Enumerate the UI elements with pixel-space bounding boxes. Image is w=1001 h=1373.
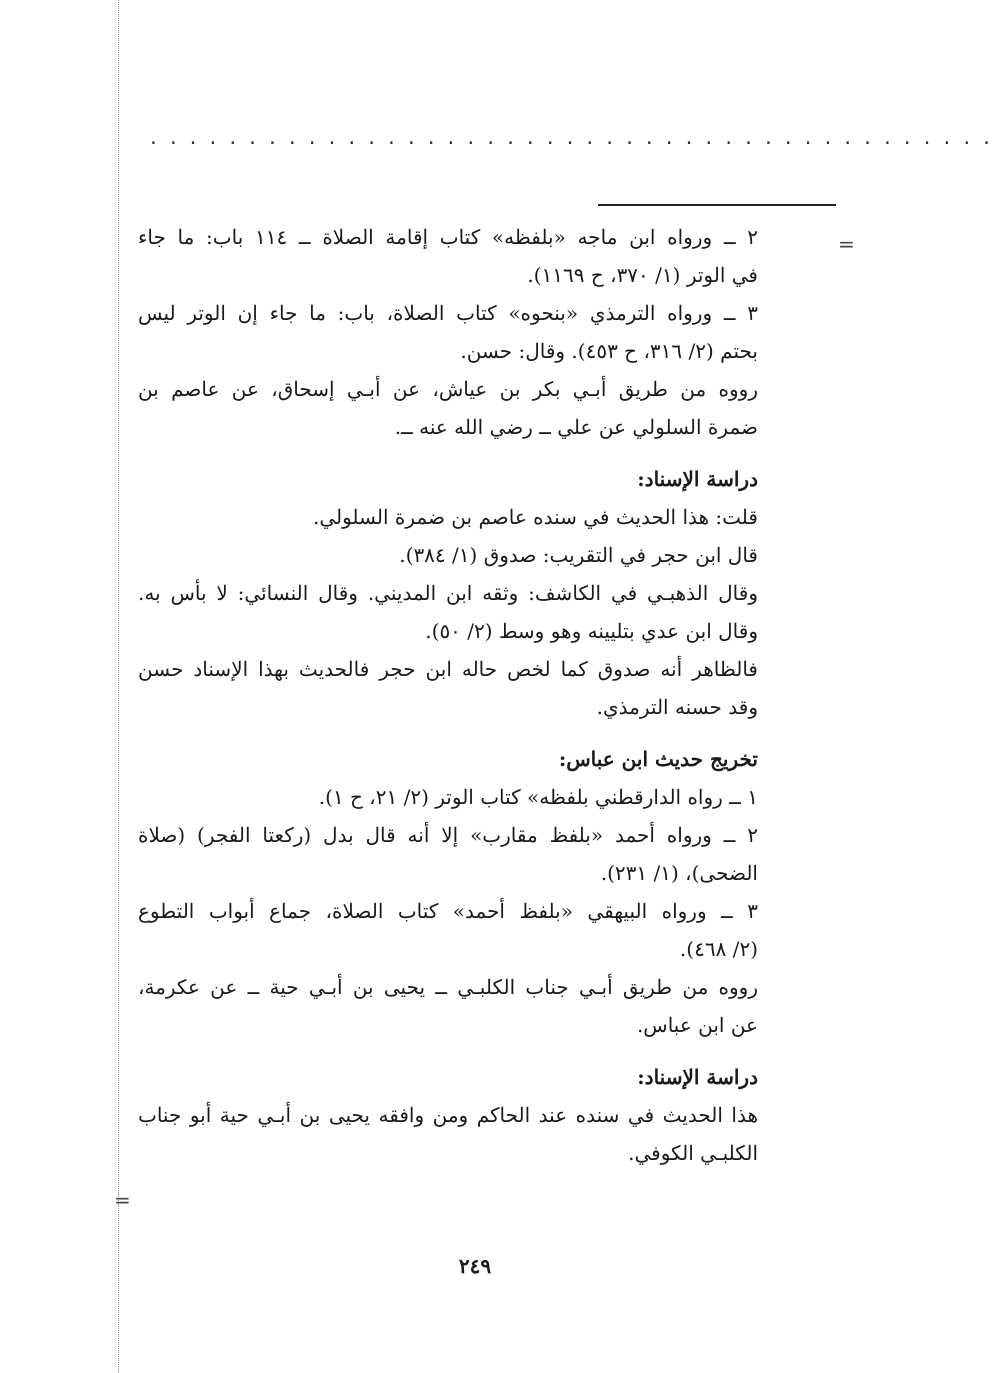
section-heading: تخريج حديث ابن عباس:: [558, 747, 758, 771]
body-line: الكلبـي الكوفي.: [628, 1141, 758, 1165]
footnote-line: ضمرة السلولي عن علي ــ رضي الله عنه ــ.: [394, 415, 758, 439]
page-number: ٢٤٩: [458, 1254, 492, 1278]
footnote-line: ٣ ــ ورواه الترمذي «بنحوه» كتاب الصلاة، باب: ما جاء إن الوتر ليس: [138, 301, 758, 325]
section-isnad-study-2: [138, 1058, 758, 1172]
body-line: وقد حسنه الترمذي.: [596, 695, 758, 719]
body-line: وقال ابن عدي بتليينه وهو وسط (٢/ ٥٠).: [425, 619, 758, 643]
footnote-line: ٢ ــ ورواه ابن ماجه «بلفظه» كتاب إقامة الصلاة ــ ١١٤ باب: ما جاء: [138, 225, 759, 249]
body-line: فالظاهر أنه صدوق كما لخص حاله ابن حجر فالحديث بهذا الإسناد حسن: [138, 657, 758, 681]
body-line: (٢/ ٤٦٨).: [679, 937, 758, 961]
binding-margin-line: [118, 0, 119, 1373]
section-heading: دراسة الإسناد:: [637, 1065, 758, 1089]
footnote-line: رووه من طريق أبـي بكر بن عياش، عن أبـي إسحاق، عن عاصم بن: [138, 377, 758, 401]
section-heading: دراسة الإسناد:: [637, 467, 758, 491]
footnotes-block: [138, 218, 758, 446]
dotted-separator: ...........................................: [148, 128, 1001, 149]
body-line: قال ابن حجر في التقريب: صدوق (١/ ٣٨٤).: [399, 543, 758, 567]
body-line: الضحى)، (١/ ٢٣١).: [600, 861, 758, 885]
body-line: وقال الذهبـي في الكاشف: وثقه ابن المديني. وقال النسائي: لا بأس به.: [138, 581, 758, 605]
page-body: [138, 218, 758, 1172]
body-line: ٣ ــ ورواه البيهقي «بلفظ أحمد» كتاب الصلاة، جماع أبواب التطوع: [138, 899, 758, 923]
body-line: عن ابن عباس.: [636, 1013, 758, 1037]
body-line: قلت: هذا الحديث في سنده عاصم بن ضمرة السلولي.: [312, 505, 758, 529]
body-line: ١ ــ رواه الدارقطني بلفظه» كتاب الوتر (٢/ ٢١، ح ١).: [318, 785, 758, 809]
body-line: رووه من طريق أبـي جناب الكلبـي ــ يحيى بن أبـي حية ــ عن عكرمة،: [138, 975, 758, 999]
margin-mark: =: [114, 1188, 131, 1212]
body-line: هذا الحديث في سنده عند الحاكم ومن وافقه يحيى بن أبـي حية أبو جناب: [138, 1103, 758, 1127]
footnote-line: في الوتر (١/ ٣٧٠، ح ١١٦٩).: [527, 263, 758, 287]
footnote-separator-rule: [598, 204, 836, 206]
section-takhrij-ibn-abbas: [138, 740, 758, 1044]
margin-mark: =: [838, 232, 855, 256]
body-line: ٢ ــ ورواه أحمد «بلفظ مقارب» إلا أنه قال بدل (ركعتا الفجر) (صلاة: [138, 823, 758, 847]
footnote-line: بحتم (٢/ ٣١٦، ح ٤٥٣). وقال: حسن.: [460, 339, 758, 363]
section-isnad-study-1: [138, 460, 758, 726]
